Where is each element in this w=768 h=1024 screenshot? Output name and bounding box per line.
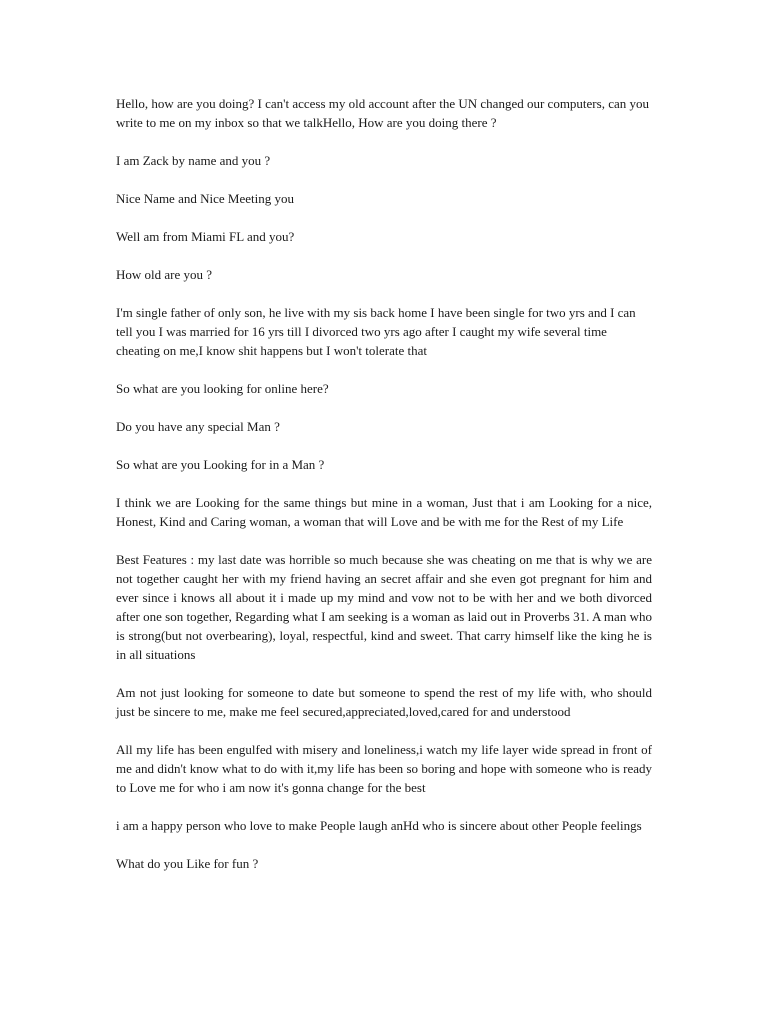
paragraph-background: I'm single father of only son, he live with my sis back home I have been single for two yrs and I can tell you I was married for 16 yrs till I divorced two yrs ago after I caught my wife several time cheating on me,I know shit happens but I won't tolerate that [116, 305, 636, 358]
paragraph-special-man: Do you have any special Man ? [116, 419, 280, 434]
paragraph-not-just-dating: Am not just looking for someone to date but someone to spend the rest of my life with, who should just be sincere to me, make me feel secured,appreciated,loved,cared for and understood [116, 685, 652, 719]
paragraph-looking-for-man: So what are you Looking for in a Man ? [116, 457, 325, 472]
document-page [116, 94, 652, 892]
paragraph-nice-meeting: Nice Name and Nice Meeting you [116, 191, 294, 206]
paragraph-loneliness: All my life has been engulfed with misery and loneliness,i watch my life layer wide spread in front of me and didn't know what to do with it,my life has been so boring and hope with someone who is ready to Love me for who i am now it's gonna change for the best [116, 742, 652, 795]
paragraph-happy-person: i am a happy person who love to make People laugh anHd who is sincere about other People feelings [116, 818, 642, 833]
paragraph-age-question: How old are you ? [116, 267, 213, 282]
paragraph-name-intro: I am Zack by name and you ? [116, 153, 271, 168]
paragraph-greeting: Hello, how are you doing? I can't access my old account after the UN changed our computers, can you write to me on my inbox so that we talkHello, How are you doing there ? [116, 96, 649, 130]
paragraph-looking-online: So what are you looking for online here? [116, 381, 329, 396]
paragraph-location: Well am from Miami FL and you? [116, 229, 295, 244]
paragraph-best-features: Best Features : my last date was horrible so much because she was cheating on me that is why we are not together caught her with my friend having an secret affair and she even got pregnant for him and ever since i knows all about it i made up my mind and vow not to be with her and we both divorced after one son together, Regarding what I am seeking is a woman as laid out in Proverbs 31. A man who is strong(but not overbearing), loyal, respectful, kind and sweet. That carry himself like the king he is in all situations [116, 552, 652, 662]
paragraph-fun-question: What do you Like for fun ? [116, 856, 259, 871]
paragraph-seeking: I think we are Looking for the same things but mine in a woman, Just that i am Looking for a nice, Honest, Kind and Caring woman, a woman that will Love and be with me for the Rest of my Life [116, 495, 652, 529]
